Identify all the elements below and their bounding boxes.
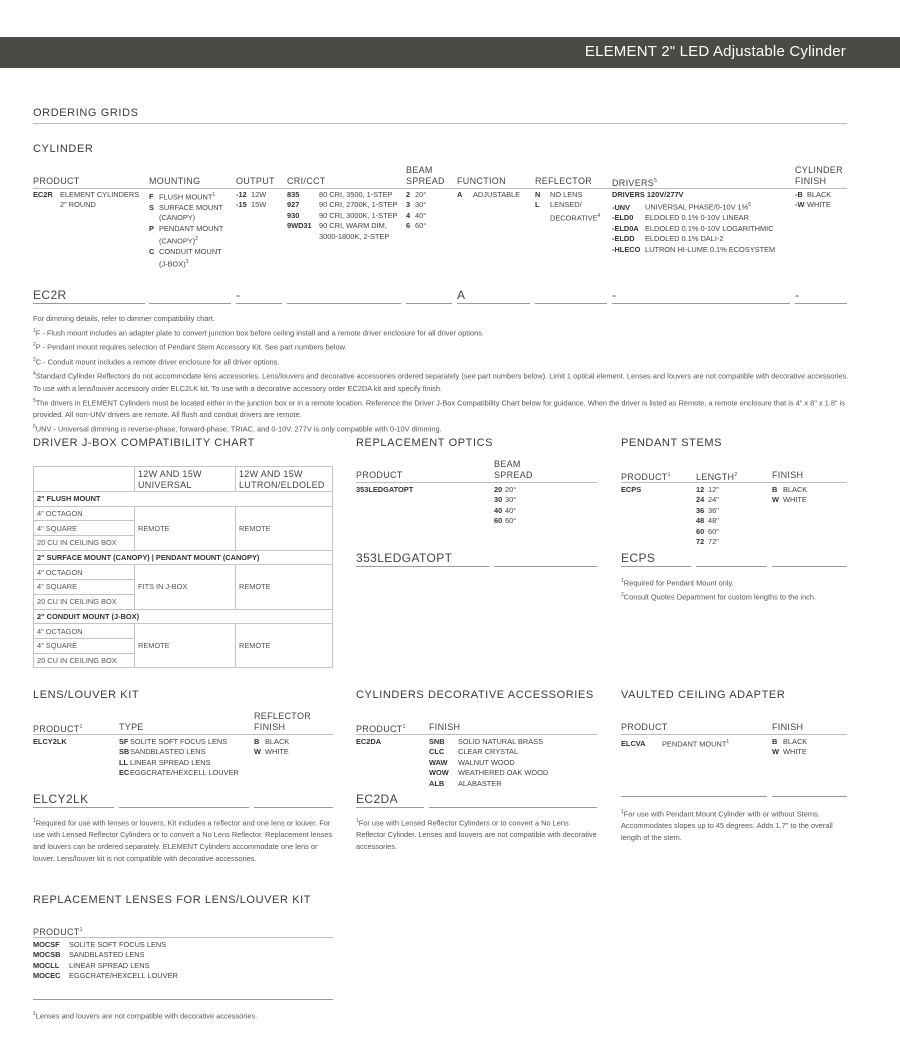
stem-length-option: 24 24" xyxy=(696,495,719,505)
optics-title: REPLACEMENT OPTICS xyxy=(356,437,494,449)
replacement-lens-item: MOCSF SOLITE SOFT FOCUS LENS xyxy=(33,940,167,949)
col-finish: CYLINDER FINISH xyxy=(795,165,843,186)
header-bar xyxy=(0,37,900,68)
stems-finish-list xyxy=(772,485,807,506)
divider xyxy=(33,188,847,189)
replens-col-product: PRODUCT$^1$ xyxy=(33,927,83,937)
driver-option: -ELD0 ELDOLED 0.1% 0-10V LINEAR xyxy=(612,213,749,223)
jbox-box-type: 20 CU IN CEILING BOX xyxy=(34,594,135,609)
lens-type-option: SF SOLITE SOFT FOCUS LENS xyxy=(119,737,228,746)
beam-option: 2 20° xyxy=(406,190,427,199)
jbox-group: 2" CONDUIT MOUNT (J-BOX) xyxy=(34,609,333,624)
vault-finish-option: W WHITE xyxy=(772,747,807,757)
col-product: PRODUCT xyxy=(33,176,80,186)
jbox-col-lutron: 12W AND 15W LUTRON/ELDOLED xyxy=(236,467,333,492)
beam-option: 6 60° xyxy=(406,221,427,231)
jbox-box-type: 4" SQUARE xyxy=(34,521,135,536)
col-output: OUTPUT xyxy=(236,176,275,186)
fill-line xyxy=(33,807,114,808)
replens-title: REPLACEMENT LENSES FOR LENS/LOUVER KIT xyxy=(33,894,312,906)
divider xyxy=(356,482,597,483)
jbox-box-type: 4" SQUARE xyxy=(34,580,135,595)
stem-length-option: 48 48" xyxy=(696,516,719,526)
col-beam: BEAM SPREAD xyxy=(406,165,445,186)
fill-function: A xyxy=(457,288,466,302)
table-row xyxy=(34,624,333,639)
footnote: $^2$P - Pendant mount requires selection of Pendant Stem Accessory Kit. See part numbers below. xyxy=(33,342,347,352)
jbox-universal-value: REMOTE xyxy=(135,506,236,550)
mounting-option: (CANOPY) xyxy=(159,213,196,223)
fill-line xyxy=(772,796,847,797)
deco-finish-option: WOW WEATHERED OAK WOOD xyxy=(429,768,549,778)
vault-title: VAULTED CEILING ADAPTER xyxy=(621,689,786,701)
deco-col-finish: FINISH xyxy=(429,722,461,732)
table-row xyxy=(34,565,333,580)
stems-col-product: PRODUCT$^1$ xyxy=(621,472,671,482)
function-option: A ADJUSTABLE xyxy=(457,190,521,199)
stem-length-option: 60 60" xyxy=(696,526,719,536)
driver-option: -ELDD ELDOLED 0.1% DALI-2 xyxy=(612,234,724,244)
replens-note: $^1$Lenses and louvers are not compatible with decorative accessories. xyxy=(33,1011,258,1021)
cyl-mounting-list xyxy=(149,190,223,270)
driver-option: -HLECO LUTRON HI-LUME 0.1% ECOSYSTEM xyxy=(612,244,776,254)
vault-col-finish: FINISH xyxy=(772,722,804,732)
driver-option: -ELD0A ELDOLED 0.1% 0-10V LOGARITHMIC xyxy=(612,223,774,233)
jbox-lutron-value: REMOTE xyxy=(236,506,333,550)
mounting-option: C CONDUIT MOUNT xyxy=(149,246,222,256)
optics-col-beam: BEAM SPREAD xyxy=(494,459,533,480)
stems-fill: ECPS xyxy=(621,551,656,565)
jbox-box-type: 4" SQUARE xyxy=(34,638,135,653)
jbox-lutron-value: REMOTE xyxy=(236,624,333,668)
divider xyxy=(621,734,847,735)
cyl-output-list xyxy=(236,190,266,211)
ordering-title: ORDERING GRIDS xyxy=(33,107,139,119)
fill-line xyxy=(33,303,145,304)
reflector-option: DECORATIVE$^4$ xyxy=(550,212,601,223)
fill-line xyxy=(494,566,597,567)
fill-line xyxy=(356,566,489,567)
divider xyxy=(33,734,333,735)
col-drivers: DRIVERS$^5$ xyxy=(612,178,658,188)
stem-length-option: 72 72" xyxy=(696,537,719,547)
stems-footnote: $^2$Consult Quotes Department for custom lengths to the inch. xyxy=(621,592,817,602)
footnote: $^6$UNV - Universal dimming is reverse-phase, forward-phase, TRIAC, and 0-10V. 277V is only compatible with 0-10V dimming. xyxy=(33,424,442,434)
footnote: $^4$Standard Cylinder Reflectors do not accommodate lens accessories. Lens/louvers and decorative accessories ordered separately (see part numbers below). Limit 1 optical element. Lenses and louvers are not compatible with decorative accessories. To use with a lens/louver accessory order ELC2LK kit. To use with a decorative accessory order EC2DA kit and specify finish. xyxy=(33,371,849,393)
cricct-option: 930 90 CRI, 3000K, 1-STEP xyxy=(287,210,398,220)
jbox-universal-value: REMOTE xyxy=(135,624,236,668)
fill-finish: - xyxy=(795,288,800,302)
vault-col-product: PRODUCT xyxy=(621,722,668,732)
footnote: $^5$The drivers in ELEMENT Cylinders must be located either in the junction box or in a remote location. Reference the Driver J-Box Compatibility Chart below for guidance. When the driver is listed as Remote, a remote enclosure that is 4" x 8" x 1.8" is provided. All non-UNV drivers are remote. All flush and conduit drivers are remote. xyxy=(33,397,845,420)
lens-type-option: SBSANDBLASTED LENS xyxy=(119,747,206,757)
cyl-cricct-list xyxy=(287,190,397,242)
mounting-option: $(J-BOX)^3$ xyxy=(159,259,189,269)
table-row xyxy=(34,506,333,521)
jbox-group: 2" FLUSH MOUNT xyxy=(34,492,333,507)
jbox-box-type: 20 CU IN CEILING BOX xyxy=(34,653,135,668)
jbox-group: 2" SURFACE MOUNT (CANOPY) | PENDANT MOUNT (CANOPY) xyxy=(34,550,333,565)
stems-product: ECPS xyxy=(621,485,642,494)
divider xyxy=(356,734,597,735)
deco-finish-list xyxy=(429,737,548,789)
deco-finish-option: CLC CLEAR CRYSTAL xyxy=(429,747,519,757)
fill-line xyxy=(254,807,333,808)
fill-line xyxy=(621,566,691,567)
output-option: -12 12W xyxy=(236,190,267,199)
mounting-option: P PENDANT MOUNT xyxy=(149,223,224,233)
driver-option: -UNV UNIVERSAL PHASE/0-10V 1%$^6$ xyxy=(612,202,752,212)
output-option: -15 15W xyxy=(236,200,267,210)
deco-product: EC2DA xyxy=(356,737,382,746)
fill-drivers: - xyxy=(612,288,617,302)
reflector-option: L LENSED/ xyxy=(535,200,582,210)
cyl-product: EC2R ELEMENT CYLINDERS 2" ROUND xyxy=(33,190,140,210)
lens-type-option: LL LINEAR SPREAD LENS xyxy=(119,757,211,767)
vault-finish-option: B BLACK xyxy=(772,737,808,746)
lens-finish-option: W WHITE xyxy=(254,747,289,757)
lens-note: $^1$Required for use with lenses or louvers. Kit includes a reflector and one lens or louver. For use with Lensed Reflector Cylinders or to convert a No Lens Reflector. Replacement lenses and louvers can be ordered separately. ELEMENT Cylinders accommodate one lens or louver. Lens/louver kit is not compatible with decorative accessories. xyxy=(33,818,333,864)
divider xyxy=(33,123,847,124)
optics-product: 353LEDGATOPT xyxy=(356,485,414,494)
divider xyxy=(621,482,847,483)
cyl-reflector-list xyxy=(535,190,600,224)
cylinder-title: CYLINDER xyxy=(33,143,94,155)
footnotes xyxy=(33,313,849,436)
deco-col-product: PRODUCT$^1$ xyxy=(356,724,406,734)
replacement-lens-item: MOCLL LINEAR SPREAD LENS xyxy=(33,960,150,970)
lens-fill: ELCY2LK xyxy=(33,792,89,806)
beam-option: 3 30° xyxy=(406,200,427,210)
fill-line xyxy=(236,303,282,304)
cyl-function-list xyxy=(457,190,520,200)
fill-line xyxy=(612,303,790,304)
lens-product: ELCY2LK xyxy=(33,737,67,746)
page-title: ELEMENT 2" LED Adjustable Cylinder xyxy=(584,43,846,60)
cyl-finish-list xyxy=(795,190,831,211)
optics-beam-list xyxy=(494,485,516,527)
jbox-lutron-value: REMOTE xyxy=(236,565,333,609)
fill-line xyxy=(457,303,530,304)
jbox-table xyxy=(33,466,333,668)
fill-line xyxy=(696,566,767,567)
jbox-col-universal: 12W AND 15W UNIVERSAL xyxy=(135,467,236,492)
cricct-option: 835 80 CRI, 3500, 1-STEP xyxy=(287,190,393,199)
footnote: For dimming details, refer to dimmer compatibility chart. xyxy=(33,314,215,323)
lens-col-reflector-finish: REFLECTOR FINISH xyxy=(254,711,312,732)
cricct-option: 9WD31 90 CRI, WARM DIM, xyxy=(287,221,387,231)
finish-option: -W WHITE xyxy=(795,200,831,210)
fill-line xyxy=(621,796,767,797)
deco-note: $^1$For use with Lensed Reflector Cylinders or to convert a No Lens Reflector Cylinder. Lenses and louvers are not compatible with decorative accessories. xyxy=(356,818,597,852)
replacement-lens-item: MOCEC EGGCRATE/HEXCELL LOUVER xyxy=(33,971,178,981)
jbox-box-type: 20 CU IN CEILING BOX xyxy=(34,536,135,551)
col-function: FUNCTION xyxy=(457,176,506,186)
deco-title: CYLINDERS DECORATIVE ACCESSORIES xyxy=(356,689,594,701)
lens-col-product: PRODUCT$^1$ xyxy=(33,724,83,734)
stems-col-finish: FINISH xyxy=(772,470,804,480)
stems-title: PENDANT STEMS xyxy=(621,437,723,449)
col-mounting: MOUNTING xyxy=(149,176,201,186)
footnote: $^1$F - Flush mount includes an adapter plate to convert junction box before ceiling install and a remote driver enclosure for all driver options. xyxy=(33,328,484,338)
col-cricct: CRI/CCT xyxy=(287,176,326,186)
mounting-option: S SURFACE MOUNT xyxy=(149,202,224,212)
jbox-universal-value: FITS IN J-BOX xyxy=(135,565,236,609)
stems-col-length: LENGTH$^2$ xyxy=(696,472,738,482)
stems-length-list xyxy=(696,485,719,547)
replens-list xyxy=(33,940,178,982)
fill-product: EC2R xyxy=(33,288,67,302)
lens-finish-list xyxy=(254,737,289,758)
reflector-option: N NO LENS xyxy=(535,190,583,199)
optics-beam-option: 60 60° xyxy=(494,516,517,526)
cyl-drivers-list: DRIVERS 120V/277V -UNV UNIVERSAL PHASE/0-10V 1%$^6$ -ELD0 ELDOLED 0.1% 0-10V LINEAR -ELD0A ELDOLED 0.1% 0-10V LOGARITHMIC -ELDD ELDOLED 0.1% DALI-2 -HLECO LUTRON HI-LUME 0.1% ECOSYSTEM xyxy=(612,190,776,254)
lens-type-list xyxy=(119,737,239,779)
optics-beam-option: 30 30° xyxy=(494,495,517,505)
optics-col-product: PRODUCT xyxy=(356,470,403,480)
jbox-box-type: 4" OCTAGON xyxy=(34,565,135,580)
stem-finish-option: B BLACK xyxy=(772,485,808,494)
deco-finish-option: ALB ALABASTER xyxy=(429,778,502,788)
jbox-box-type: 4" OCTAGON xyxy=(34,506,135,521)
fill-line xyxy=(535,303,607,304)
lens-title: LENS/LOUVER KIT xyxy=(33,689,140,701)
replacement-lens-item: MOCSB SANDBLASTED LENS xyxy=(33,950,145,960)
deco-finish-option: SNB SOLID NATURAL BRASS xyxy=(429,737,544,746)
fill-line xyxy=(149,303,231,304)
lens-col-type: TYPE xyxy=(119,722,144,732)
fill-line xyxy=(33,999,333,1000)
stem-finish-option: W WHITE xyxy=(772,495,807,505)
fill-line xyxy=(429,807,597,808)
stem-length-option: 12 12" xyxy=(696,485,719,494)
stems-footnote: $^1$Required for Pendant Mount only. xyxy=(621,578,734,588)
vault-finish-list xyxy=(772,737,807,758)
optics-beam-option: 20 20° xyxy=(494,485,517,494)
footnote: $^3$C - Conduit mount includes a remote driver enclosure for all driver options. xyxy=(33,356,280,367)
lens-finish-option: B BLACK xyxy=(254,737,290,746)
finish-option: -B BLACK xyxy=(795,190,832,199)
deco-fill: EC2DA xyxy=(356,792,399,806)
vault-product: ELCVA PENDANT MOUNT$^1$ xyxy=(621,739,730,749)
jbox-title: DRIVER J-BOX COMPATIBILITY CHART xyxy=(33,437,255,449)
optics-fill: 353LEDGATOPT xyxy=(356,551,453,565)
fill-line xyxy=(356,807,424,808)
fill-line xyxy=(287,303,401,304)
beam-option: 4 40° xyxy=(406,210,427,220)
fill-line xyxy=(406,303,452,304)
cricct-option: 927 90 CRI, 2700K, 1-STEP xyxy=(287,200,398,210)
col-reflector: REFLECTOR xyxy=(535,176,593,186)
fill-output: - xyxy=(236,288,241,302)
lens-type-option: ECEGGCRATE/HEXCELL LOUVER xyxy=(119,768,239,778)
jbox-box-type: 4" OCTAGON xyxy=(34,624,135,639)
fill-line xyxy=(772,566,847,567)
stems-notes xyxy=(621,575,849,604)
fill-line xyxy=(795,303,847,304)
optics-beam-option: 40 40° xyxy=(494,505,517,515)
mounting-option: (CANOPY)$^2$ xyxy=(159,236,198,246)
vault-note: $^1$For use with Pendant Mount Cylinder with or without Stems. Accommodates slopes up to 45 degrees. Adds 1.7" to the overall length of the stem. xyxy=(621,809,833,843)
mounting-option: F FLUSH MOUNT$^1$ xyxy=(149,192,216,202)
fill-line xyxy=(119,807,249,808)
cyl-beam-list xyxy=(406,190,426,232)
deco-finish-option: WAW WALNUT WOOD xyxy=(429,757,515,767)
divider xyxy=(33,937,333,938)
cricct-option: 3000-1800K, 2-STEP xyxy=(319,231,390,241)
stem-length-option: 36 36" xyxy=(696,505,719,515)
